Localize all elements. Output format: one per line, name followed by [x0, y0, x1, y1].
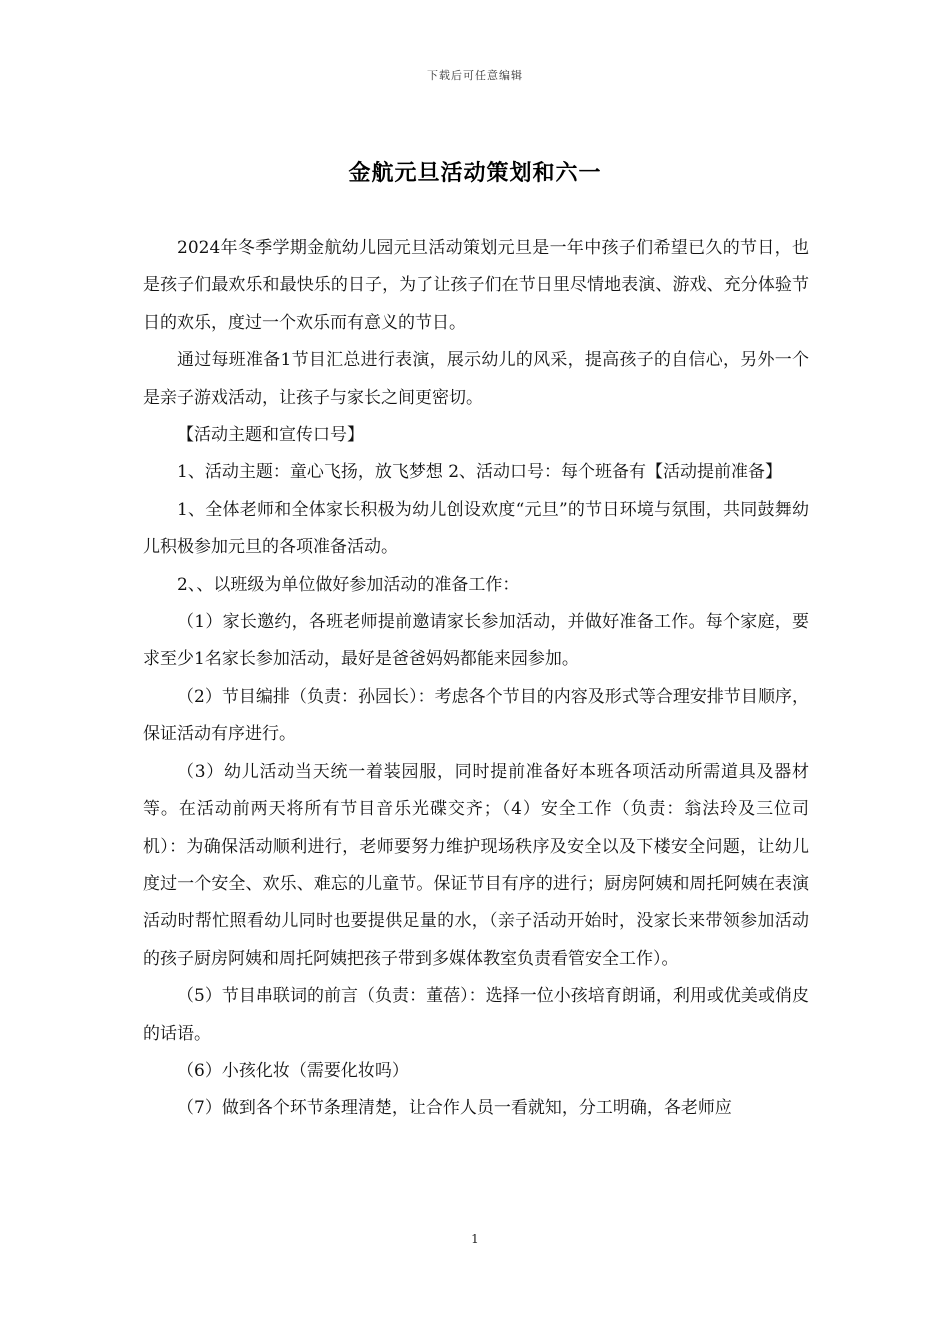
list-item-7: （7）做到各个环节条理清楚，让合作人员一看就知，分工明确，各老师应 [177, 1098, 732, 1119]
paragraph-prep-1: 1、全体老师和全体家长积极为幼儿创设欢度“元旦”的节日环境与氛围，共同鼓舞幼儿积极参加元旦的各项准备活动。 [143, 499, 809, 558]
list-item-3-4: （3）幼儿活动当天统一着装园服，同时提前准备好本班各项活动所需道具及器材等。在活动前两天将所有节目音乐光碟交齐；（4）安全工作（负责：翁法玲及三位司机）：为确保活动顺利进行，老师要努力维护现场秩序及安全以及下楼安全问题，让幼儿度过一个安全、欢乐、难忘的儿童节。保证节目有序的进行；厨房阿姨和周托阿姨在表演活动时帮忙照看幼儿同时也要提供足量的水，（亲子活动开始时，没家长来带领参加活动的孩子厨房阿姨和周托阿姨把孩子带到多媒体教室负责看管安全工作）。 [143, 761, 809, 969]
document-body [143, 230, 809, 1128]
list-item-1: （1）家长邀约，各班老师提前邀请家长参加活动，并做好准备工作。每个家庭，要求至少1名家长参加活动，最好是爸爸妈妈都能来园参加。 [143, 612, 809, 670]
list-item-6: （6）小孩化妆（需要化妆吗） [177, 1060, 409, 1081]
document-title: 金航元旦活动策划和六一 [348, 160, 602, 186]
section-heading-theme: 【活动主题和宣传口号】 [177, 425, 364, 446]
page-header: 下载后可任意编辑 [427, 69, 523, 82]
paragraph-intro: 2024年冬季学期金航幼儿园元旦活动策划元旦是一年中孩子们希望已久的节日，也是孩子们最欢乐和最快乐的日子，为了让孩子们在节日里尽情地表演、游戏、充分体验节日的欢乐，度过一个欢乐而有意义的节日。 [143, 238, 809, 333]
paragraph-theme-slogan: 1、活动主题：童心飞扬，放飞梦想 2、活动口号：每个班备有【活动提前准备】 [177, 462, 783, 483]
page-number: 1 [471, 1232, 479, 1246]
paragraph-purpose: 通过每班准备1节目汇总进行表演，展示幼儿的风采，提高孩子的自信心，另外一个是亲子游戏活动，让孩子与家长之间更密切。 [143, 350, 809, 408]
list-item-2: （2）节目编排（负责：孙园长）：考虑各个节目的内容及形式等合理安排节目顺序，保证活动有序进行。 [143, 686, 809, 745]
list-item-5: （5）节目串联词的前言（负责：董蓓）：选择一位小孩培育朗诵，利用或优美或俏皮的话语。 [143, 986, 809, 1044]
paragraph-prep-2: 2、、以班级为单位做好参加活动的准备工作： [177, 574, 520, 595]
